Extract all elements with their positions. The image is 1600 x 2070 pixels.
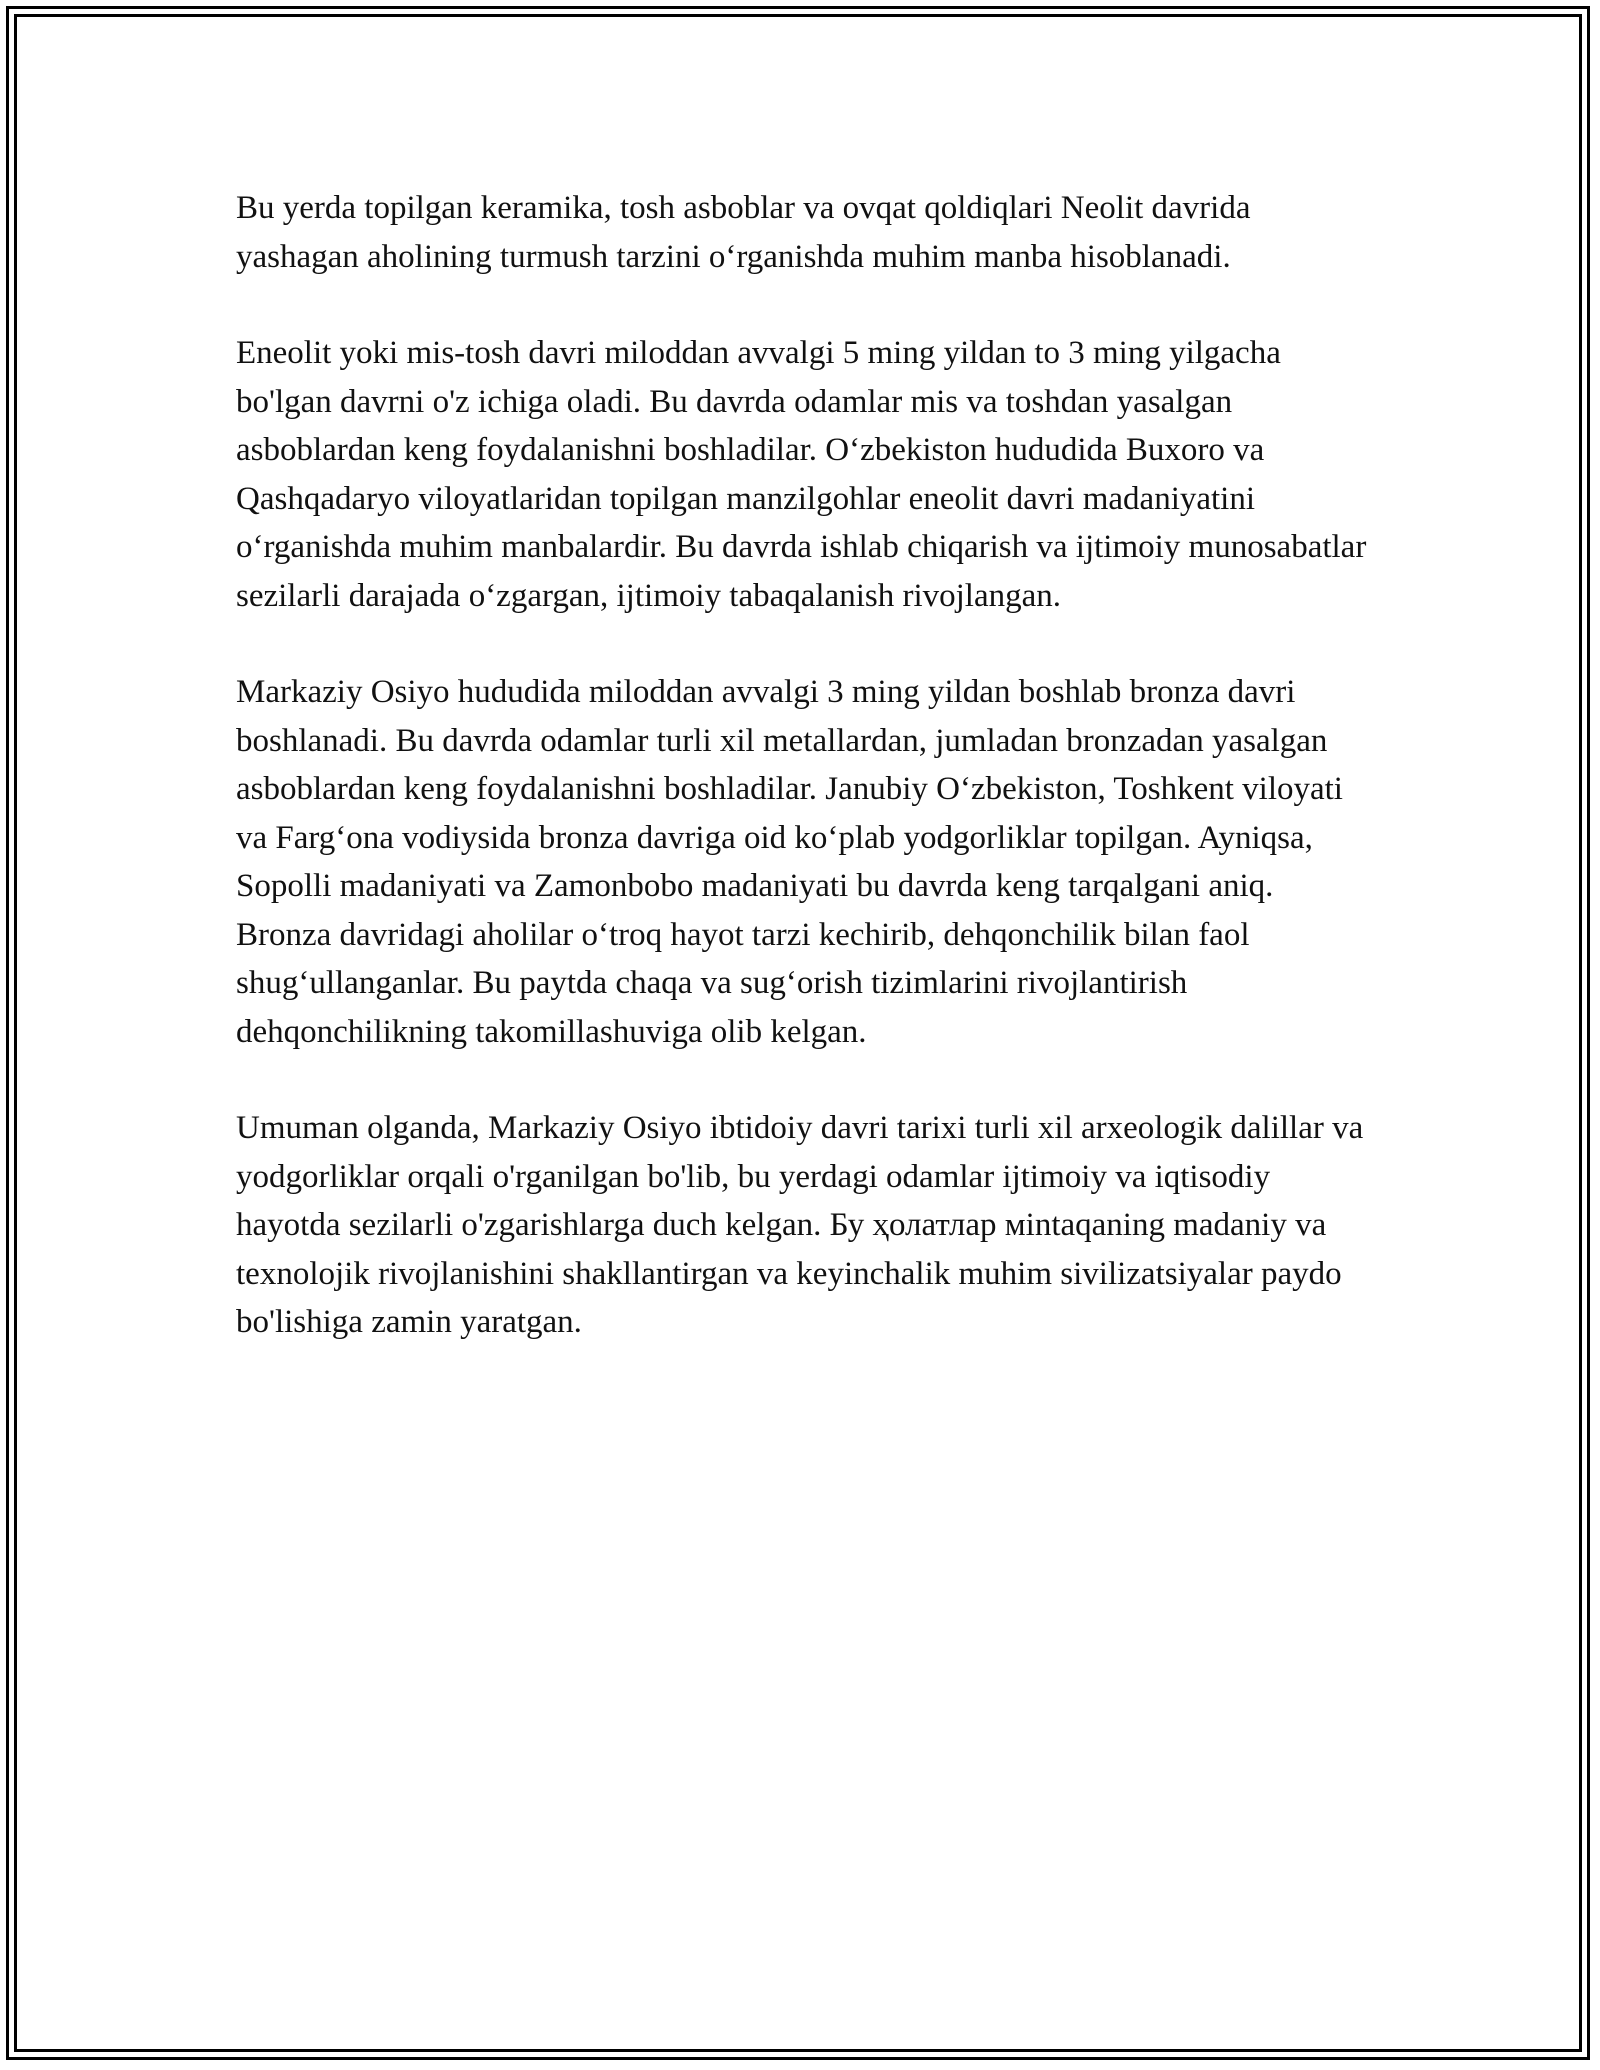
paragraph-2: Eneolit yoki mis-tosh davri miloddan avvalgi 5 ming yildan to 3 ming yilgacha bo'lgan davrni o'z ichiga oladi. Bu davrda odamlar mis va toshdan yasalgan asboblardan keng foydalanishni boshladilar. Oʻzbekiston hududida Buxoro va Qashqadaryo viloyatlaridan topilgan manzilgohlar eneolit davri madaniyatini oʻrganishda muhim manbalardir. Bu davrda ishlab chiqarish va ijtimoiy munosabatlar sezilarli darajada oʻzgargan, ijtimoiy tabaqalanish rivojlangan. <box>236 335 1367 614</box>
document-body <box>236 184 1376 1395</box>
paragraph-4: Umuman olganda, Markaziy Osiyo ibtidoiy davri tarixi turli xil arxeologik dalillar va yodgorliklar orqali o'rganilgan bo'lib, bu yerdagi odamlar ijtimoiy va iqtisodiy hayotda sezilarli o'zgarishlarga duch kelgan. Бу ҳолатлар мintaqaning madaniy va texnolojik rivojlanishini shakllantirgan va keyinchalik muhim sivilizatsiyalar paydo bo'lishiga zamin yaratgan. <box>236 1110 1364 1340</box>
paragraph-1: Bu yerda topilgan keramika, tosh asboblar va ovqat qoldiqlari Neolit davrida yashagan aholining turmush tarzini oʻrganishda muhim manba hisoblanadi. <box>236 190 1251 275</box>
paragraph-3: Markaziy Osiyo hududida miloddan avvalgi 3 ming yildan boshlab bronza davri boshlanadi. Bu davrda odamlar turli xil metallardan, jumladan bronzadan yasalgan asboblardan keng foydalanishni boshladilar. Janubiy Oʻzbekiston, Toshkent viloyati va Fargʻona vodiysida bronza davriga oid koʻplab yodgorliklar topilgan. Ayniqsa, Sopolli madaniyati va Zamonbobo madaniyati bu davrda keng tarqalgani aniq. Bronza davridagi aholilar oʻtroq hayot tarzi kechirib, dehqonchilik bilan faol shugʻullanganlar. Bu paytda chaqa va sugʻorish tizimlarini rivojlantirish dehqonchilikning takomillashuviga olib kelgan. <box>236 674 1343 1050</box>
